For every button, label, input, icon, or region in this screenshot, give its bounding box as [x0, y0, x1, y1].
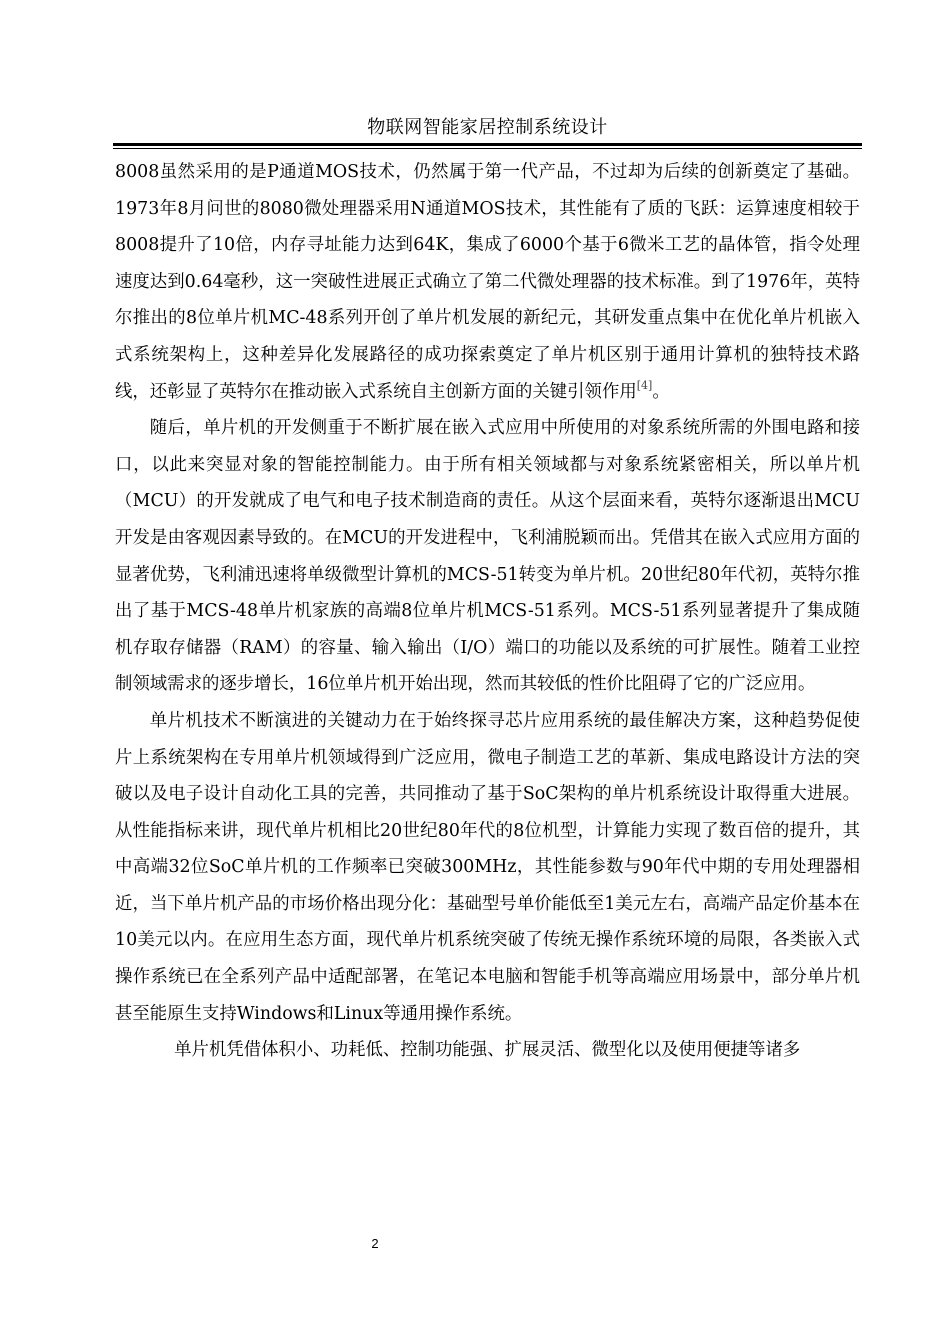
paragraph-3: 单片机技术不断演进的关键动力在于始终探寻芯片应用系统的最佳解决方案，这种趋势促使片上系统架构在专用单片机领域得到广泛应用，微电子制造工艺的革新、集成电路设计方法的突破以及电子设计自动化工具的完善，共同推动了基于SoC架构的单片机系统设计取得重大进展。从性能指标来讲，现代单片机相比20世纪80年代的8位机型，计算能力实现了数百倍的提升，其中高端32位SoC单片机的工作频率已突破300MHz，其性能参数与90年代中期的专用处理器相近，当下单片机产品的市场价格出现分化：基础型号单价能低至1美元左右，高端产品定价基本在10美元以内。在应用生态方面，现代单片机系统突破了传统无操作系统环境的局限，各类嵌入式操作系统已在全系列产品中适配部署，在笔记本电脑和智能手机等高端应用场景中，部分单片机甚至能原生支持Windows和Linux等通用操作系统。: [115, 710, 860, 1024]
paragraph-4: 单片机凭借体积小、功耗低、控制功能强、扩展灵活、微型化以及使用便捷等诸多: [174, 1040, 801, 1061]
page-number: 2: [371, 1236, 379, 1251]
body-text: [115, 154, 860, 1069]
header-rule-thick: [113, 143, 862, 146]
paragraph-1-tail: 。: [652, 381, 670, 402]
paragraph-1-text: 8008虽然采用的是P通道MOS技术，仍然属于第一代产品，不过却为后续的创新奠定了基础。1973年8月问世的8080微处理器采用N通道MOS技术，其性能有了质的飞跃：运算速度相较于8008提升了10倍，内存寻址能力达到64K，集成了6000个基于6微米工艺的晶体管，指令处理速度达到0.64毫秒，这一突破性进展正式确立了第二代微处理器的技术标准。到了1976年，英特尔推出的8位单片机MC-48系列开创了单片机发展的新纪元，其研发重点集中在优化单片机嵌入式系统架构上，这种差异化发展路径的成功探索奠定了单片机区别于通用计算机的独特技术路线，还彰显了英特尔在推动嵌入式系统自主创新方面的关键引领作用: [115, 162, 860, 402]
paragraph-2: 随后，单片机的开发侧重于不断扩展在嵌入式应用中所使用的对象系统所需的外围电路和接口，以此来突显对象的智能控制能力。由于所有相关领域都与对象系统紧密相关，所以单片机（MCU）的开发就成了电气和电子技术制造商的责任。从这个层面来看，英特尔逐渐退出MCU开发是由客观因素导致的。在MCU的开发进程中，飞利浦脱颖而出。凭借其在嵌入式应用方面的显著优势，飞利浦迅速将单级微型计算机的MCS-51转变为单片机。20世纪80年代初，英特尔推出了基于MCS-48单片机家族的高端8位单片机MCS-51系列。MCS-51系列显著提升了集成随机存取存储器（RAM）的容量、输入输出（I/O）端口的功能以及系统的可扩展性。随着工业控制领域需求的逐步增长，16位单片机开始出现，然而其较低的性价比阻碍了它的广泛应用。: [115, 418, 860, 695]
citation-marker[interactable]: [4]: [636, 378, 653, 392]
header-rule-thin: [113, 148, 862, 149]
page-header-title: 物联网智能家居控制系统设计: [367, 117, 608, 138]
paragraph-1: [115, 154, 860, 410]
